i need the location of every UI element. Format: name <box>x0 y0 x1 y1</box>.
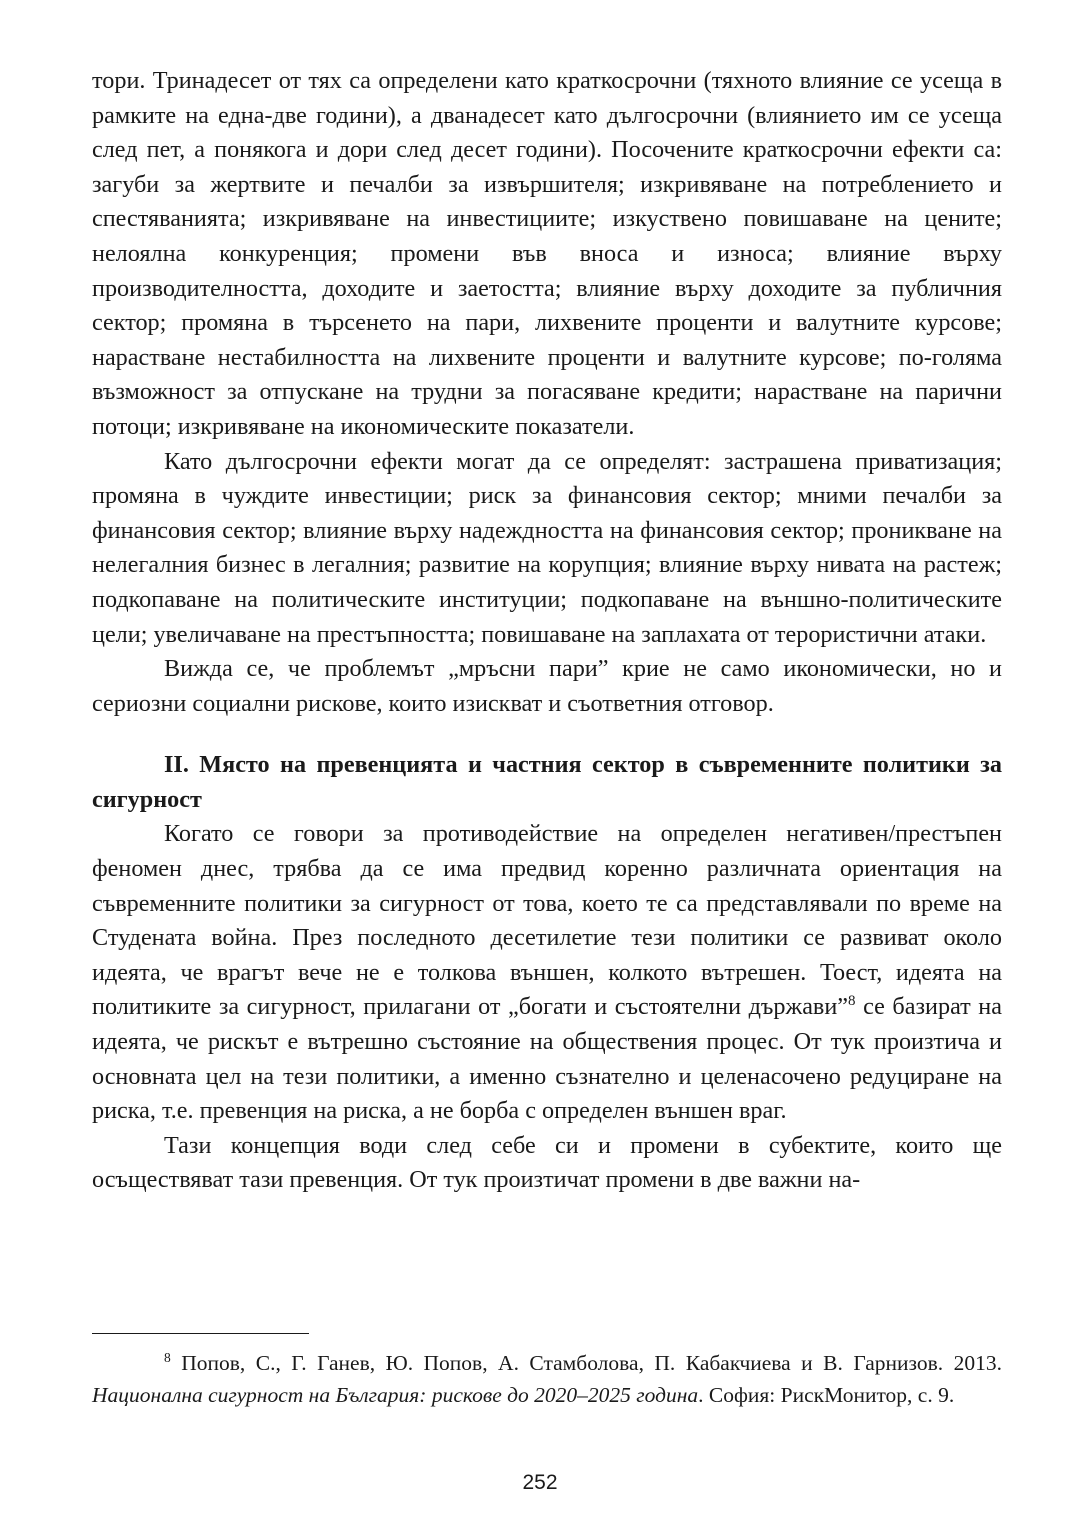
footnote-title: Национална сигурност на България: рискове до 2020–2025 година <box>92 1382 699 1407</box>
paragraph-security-policies-text-2: се базират на идеята, че рискът е вътрешно състояние на обществения процес. От тук произтича и основната цел на тези политики, а именно съзнателно и целенасочено редуциране на риска, т.е. превенция на риска, а не борба с определен външен враг. <box>92 993 1002 1125</box>
footnote-reference[interactable]: 8 <box>848 993 856 1010</box>
footnote-number: 8 <box>164 1350 171 1365</box>
footnote <box>92 1348 1002 1411</box>
footnote-authors-year: Попов, С., Г. Ганев, Ю. Попов, А. Стамболова, П. Кабакчиева и В. Гарнизов. 2013. <box>170 1351 1002 1375</box>
footnote-separator <box>92 1333 309 1334</box>
section-heading: II. Място на превенцията и частния сектор в съвременните политики за сигурност <box>92 751 1002 813</box>
paragraph-long-term-effects: Като дългосрочни ефекти могат да се определят: застрашена приватизация; промяна в чуждите инвестиции; риск за финансовия сектор; мними печалби за финансовия сектор; влияние върху надеждността на финансовия сектор; проникване на нелегалния бизнес в легалния; развитие на корупция; влияние върху нивата на растеж; подкопаване на политическите институции; подкопаване на външно-политическите цели; увеличаване на престъпността; повишаване на заплахата от терористични атаки. <box>92 447 1002 648</box>
paragraph-short-and-long-term-effects: тори. Тринадесет от тях са определени като краткосрочни (тяхното влияние се усеща в рамките на една-две години), а дванадесет като дългосрочни (влиянието им се усеща след пет, а понякога и дори след десет години). Посочените краткосрочни ефекти са: загуби за жертвите и печалби за извършителя; изкривяване на потреблението и спестяванията; изкривяване на инвестициите; изкуствено повишаване на цените; нелоялна конкуренция; промени във вноса и износа; влияние върху производителността, доходите и заетостта; влияние върху доходите за публичния сектор; промяна в търсенето на пари, лихвените проценти и валутните курсове; нарастване нестабилността на лихвените проценти и валутните курсове; по-голяма възможност за отпускане на трудни за погасяване кредити; нарастване на парични потоци; изкривяване на икономическите показатели. <box>92 67 1002 440</box>
paragraph-security-policies <box>92 817 1002 1128</box>
page-body <box>92 64 1002 1198</box>
page-number: 252 <box>522 1471 558 1494</box>
paragraph-dirty-money-risks: Вижда се, че проблемът „мръсни пари” крие не само икономически, но и сериозни социални рискове, които изискват и съответния отговор. <box>92 655 1002 717</box>
paragraph-prevention-subjects: Тази концепция води след себе си и промени в субектите, които ще осъществяват тази превенция. От тук произтичат промени в две важни на- <box>92 1131 1002 1194</box>
paragraph-security-policies-text-1: Когато се говори за противодействие на определен негативен/престъпен феномен днес, трябва да се има предвид коренно различната ориентация на съвременните политики за сигурност от това, което те са представлявали по време на Студената война. През последното десетилетие тези политики се развиват около идеята, че врагът вече не е толкова външен, колкото вътрешен. Тоест, идеята на политиките за сигурност, прилагани от „богати и състоятелни държави” <box>92 820 1002 1021</box>
footnote-publisher: . София: РискМонитор, с. 9. <box>698 1382 955 1407</box>
